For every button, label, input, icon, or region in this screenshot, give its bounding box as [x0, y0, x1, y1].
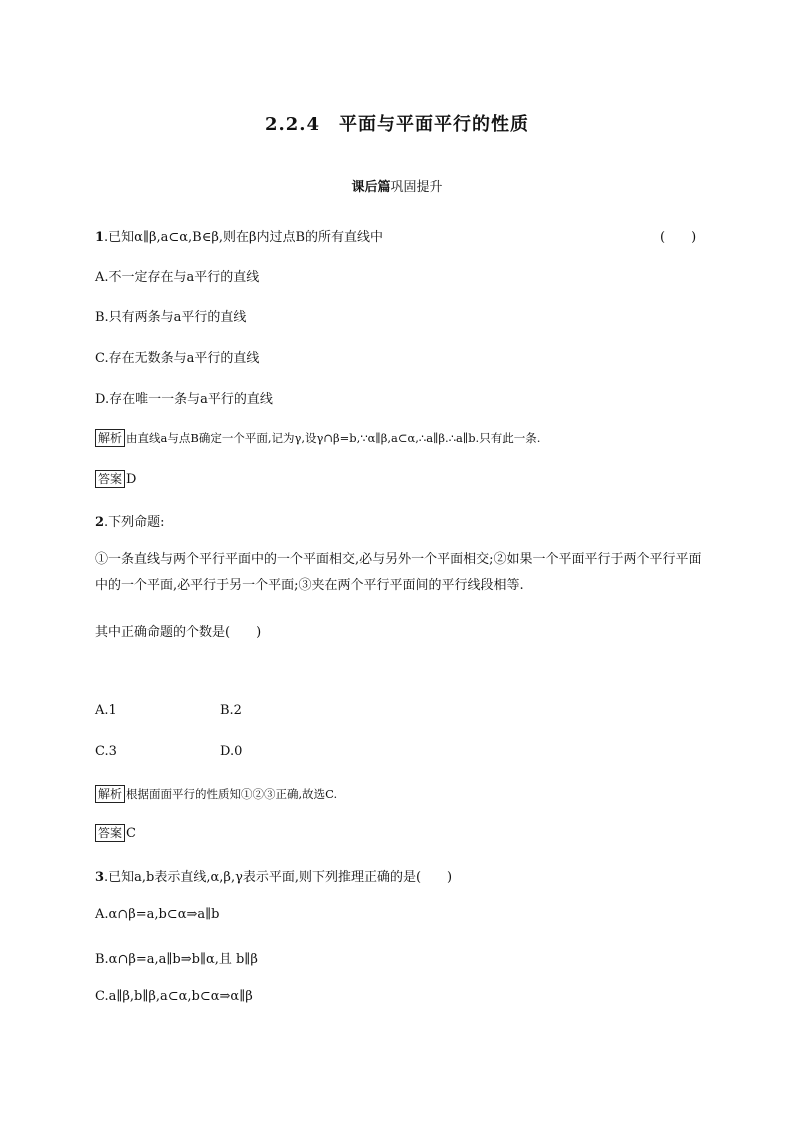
answer-tag: 答案 — [95, 470, 125, 488]
question-1-stem — [95, 226, 383, 245]
q2-answer — [95, 824, 136, 842]
analysis-tag: 解析 — [95, 785, 125, 803]
q2-option-a: A.1 — [95, 703, 117, 718]
analysis-text: 由直线a与点B确定一个平面,记为γ,设γ∩β=b,∵α∥β,a⊂α,∴a∥β.∴a∥b.只有此一条. — [126, 431, 541, 445]
q1-option-a: A.不一定存在与a平行的直线 — [95, 270, 260, 285]
answer-tag: 答案 — [95, 824, 125, 842]
subtitle-bold: 课后篇 — [351, 180, 391, 195]
analysis-text: 根据面面平行的性质知①②③正确,故选C. — [126, 787, 338, 801]
question-text: .下列命题: — [104, 515, 165, 530]
answer-blank: ( ) — [660, 230, 697, 245]
q1-analysis — [95, 429, 540, 447]
q1-option-b: B.只有两条与a平行的直线 — [95, 310, 247, 325]
page-title: 2.2.4 平面与平面平行的性质 — [264, 114, 530, 135]
q1-option-c: C.存在无数条与a平行的直线 — [95, 351, 260, 366]
question-text: .已知α∥β,a⊂α,B∈β,则在β内过点B的所有直线中 — [104, 230, 384, 245]
q1-option-d: D.存在唯一一条与a平行的直线 — [95, 392, 273, 407]
q2-option-c: C.3 — [95, 744, 117, 759]
q2-option-d: D.0 — [220, 744, 243, 759]
q3-option-a: A.α∩β=a,b⊂α⇒a∥b — [95, 907, 220, 922]
question-2-stem — [95, 511, 165, 530]
analysis-tag: 解析 — [95, 429, 125, 447]
section-subtitle — [0, 176, 794, 195]
q3-option-b: B.α∩β=a,a∥b⇒b∥α,且 b∥β — [95, 952, 258, 967]
question-number: 2 — [95, 515, 105, 530]
answer-value: D — [126, 472, 137, 487]
q2-question: 其中正确命题的个数是( ) — [95, 625, 262, 640]
answer-value: C — [126, 826, 136, 841]
q2-statements: ①一条直线与两个平行平面中的一个平面相交,必与另外一个平面相交;②如果一个平面平行于两个平行平面中的一个平面,必平行于另一个平面;③夹在两个平行平面间的平行线段相等. — [95, 552, 702, 593]
question-number: 1 — [95, 230, 105, 245]
subtitle-rest: 巩固提升 — [390, 180, 443, 195]
q2-option-b: B.2 — [220, 703, 242, 718]
question-text: .已知a,b表示直线,α,β,γ表示平面,则下列推理正确的是( ) — [104, 870, 453, 885]
question-number: 3 — [95, 870, 105, 885]
q3-option-c: C.a∥β,b∥β,a⊂α,b⊂α⇒α∥β — [95, 989, 253, 1004]
question-3-stem — [95, 866, 452, 885]
q2-analysis — [95, 785, 337, 803]
q1-answer — [95, 470, 136, 488]
